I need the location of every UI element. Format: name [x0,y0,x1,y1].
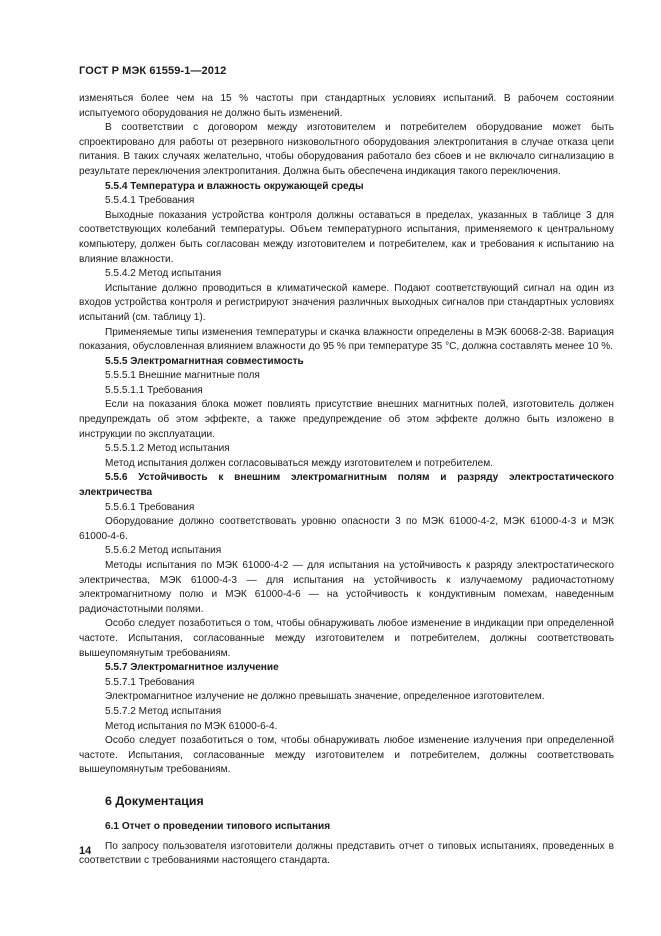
chapter-heading: 6 Документация [105,793,204,808]
section-heading: 5.5.6 Устойчивость к внешним электромагнитным полям и разряду электростатического электричества [79,472,614,499]
paragraph: Электромагнитное излучение не должно превышать значение, определенное изготовителем. [105,691,545,703]
subsection-label: 5.5.5.1.1 Требования [105,384,203,396]
subsection-label: 5.5.5.1 Внешние магнитные поля [105,370,260,382]
page-header: ГОСТ Р МЭК 61559-1—2012 [79,65,227,77]
subsection-label: 5.5.4.1 Требования [105,195,195,207]
section-heading: 5.5.5 Электромагнитная совместимость [105,355,304,367]
section-heading: 5.5.4 Температура и влажность окружающей среды [105,180,364,192]
paragraph: Если на показания блока может повлиять присутствие внешних магнитных полей, изготовитель должен предупреждать об этом эффекте, а также предупреждение об этом эффекте должно быть изложено в инструкции по эксплуатации. [79,399,614,440]
paragraph: Оборудование должно соответствовать уровню опасности 3 по МЭК 61000-4-2, МЭК 61000-4-3 и МЭК 61000-4-6. [79,516,614,542]
page-number: 14 [79,845,92,857]
subsection-label: 5.5.7.1 Требования [105,676,195,688]
paragraph: Методы испытания по МЭК 61000-4-2 — для испытания на устойчивость к разряду электростатического электричества, МЭК 61000-4-3 — для испытания на устойчивость к излучаемому радиочастотному электромагнитному полю и МЭК 61000-4-6 — на устойчивость к кондуктивным помехам, наведенным радиочастотными полями. [79,560,614,615]
paragraph: Особо следует позаботиться о том, чтобы обнаруживать любое изменение в индикации при определенной частоте. Испытания, согласованные между изготовителем и потребителем, должны соответствовать вышеупомянутым требованиям. [79,618,614,659]
paragraph: Применяемые типы изменения температуры и скачка влажности определены в МЭК 60068-2-38. Вариация показания, обусловленная влиянием влажности до 95 % при температуре 35 °С, должна составлять менее 10 %. [79,326,614,353]
subsection-label: 5.5.6.2 Метод испытания [105,545,222,557]
subsection-label: 5.5.7.2 Метод испытания [105,705,222,717]
subsection-label: 5.5.4.2 Метод испытания [105,268,222,280]
subsection-label: 5.5.6.1 Требования [105,501,195,513]
paragraph: Испытание должно проводиться в климатической камере. Подают соответствующий сигнал на один из входов устройства контроля и регистрируют значения различных выходных сигналов при стандартных условиях испытаний (см. таблицу 1). [79,282,614,323]
paragraph: изменяться более чем на 15 % частоты при стандартных условиях испытаний. В рабочем состоянии испытуемого оборудования не должно быть изменений. [79,93,614,119]
paragraph: В соответствии с договором между изготовителем и потребителем оборудование может быть спроектировано для работы от резервного низковольтного оборудования электропитания в случае отказа цепи питания. В таких случаях желательно, чтобы оборудования работало без сбоев и не включало сигнализацию в результате переключения электропитания. Должна быть обеспечена индикация такого переключения. [79,122,614,177]
document-body [79,92,614,869]
paragraph: Особо следует позаботиться о том, чтобы обнаруживать любое изменение излучения при определенной частоте. Испытания, согласованные между изготовителем и потребителем, должны соответствовать вышеупомянутым требованиям. [79,735,614,776]
paragraph: Выходные показания устройства контроля должны оставаться в пределах, указанных в таблице 3 для соответствующих колебаний температуры. Объем температурного испытания, применяемого к центральному компьютеру, должен быть согласован между изготовителем и потребителем, как и требования к испытанию на влияние влажности. [79,209,614,265]
paragraph: Метод испытания должен согласовываться между изготовителем и потребителем. [105,457,493,469]
subsection-label: 5.5.5.1.2 Метод испытания [105,443,230,455]
paragraph: Метод испытания по МЭК 61000-6-4. [105,720,278,732]
paragraph: По запросу пользователя изготовители должны представить отчет о типовых испытаниях, проведенных в соответствии с требованиями настоящего стандарта. [79,840,614,867]
section-heading: 6.1 Отчет о проведении типового испытания [105,820,331,832]
section-heading: 5.5.7 Электромагнитное излучение [105,662,279,674]
